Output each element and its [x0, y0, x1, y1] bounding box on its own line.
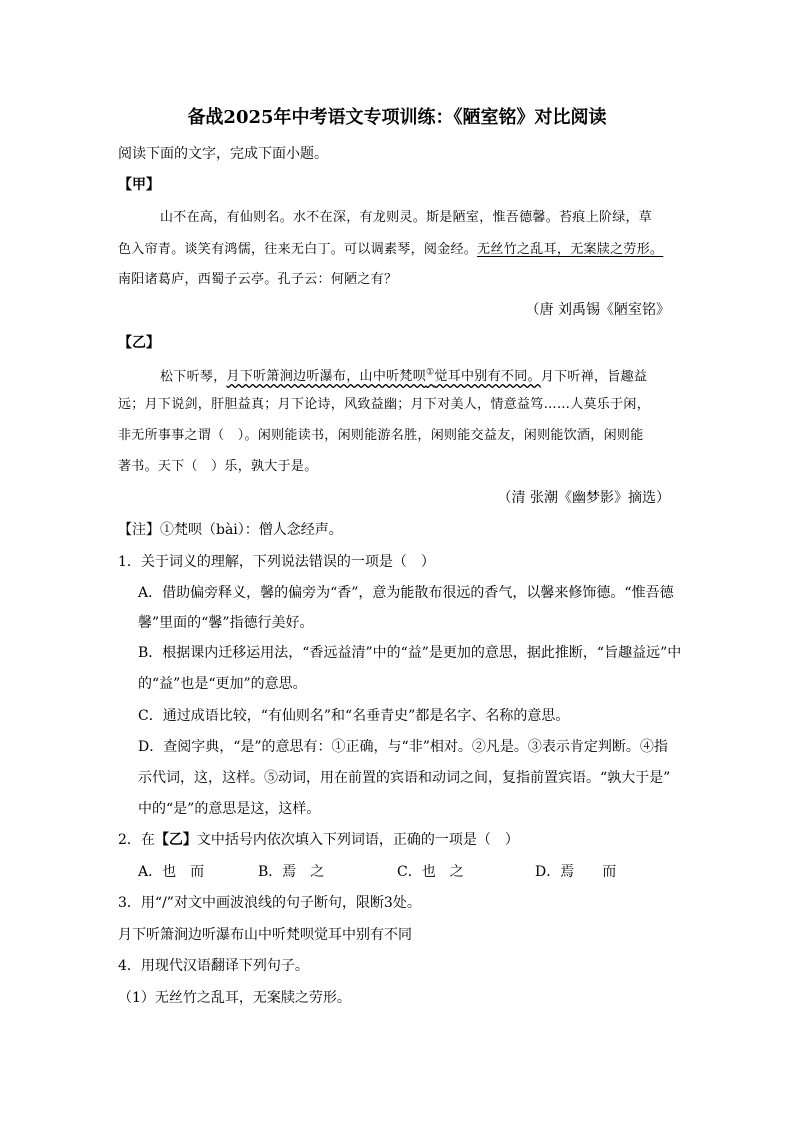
q1-option-b-line-2: 的“益”也是“更加”的意思。: [138, 676, 307, 692]
yi-source: （清 张潮《幽梦影》摘选）: [497, 490, 670, 506]
yi-line-1-end: 月下听禅，旨趣益: [540, 369, 648, 385]
q1-option-b-line-1: B．根据课内迁移运用法，“香远益清”中的“益”是更加的意思，据此推断，“旨趣益远”中: [138, 645, 682, 661]
q2-stem: [118, 830, 519, 850]
q4-item-1: （1）无丝竹之乱耳，无案牍之劳形。: [118, 990, 351, 1006]
section-yi-tag: 【乙】: [118, 335, 160, 351]
footnote-marker: ①: [426, 368, 435, 378]
yi-line-1: [160, 363, 647, 387]
yi-wavy-sentence: [227, 369, 541, 384]
q1-option-d-line-2: 示代词，这，这样。⑤动词，用在前置的宾语和动词之间，复指前置宾语。“孰大于是”: [138, 770, 671, 786]
q1-option-d-line-1: D．查阅字典，“是”的意思有：①正确，与“非”相对。②凡是。③表示肯定判断。④指: [138, 739, 668, 755]
q2-option-b: B．焉 之: [258, 864, 325, 880]
jia-line-1: 山不在高，有仙则名。水不在深，有龙则灵。斯是陋室，惟吾德馨。苔痕上阶绿，草: [160, 210, 653, 225]
yi-wavy-part-2: 觉耳中别有不同。: [434, 369, 541, 385]
jia-line-2-plain: 色入帘青。谈笑有鸿儒，往来无白丁。可以调素琴，阅金经。: [118, 242, 478, 257]
yi-line-3: 非无所事事之谓（ ）。闲则能读书，闲则能游名胜，闲则能交益友，闲则能饮酒，闲则能: [118, 428, 644, 443]
q1-stem: 1．关于词义的理解，下列说法错误的一项是（ ）: [118, 554, 435, 570]
q2-stem-pre: 2．在: [118, 832, 155, 848]
jia-underlined-sentence: 无丝竹之乱耳，无案牍之劳形。: [477, 242, 664, 257]
q3-stem: 3．用“/”对文中画波浪线的句子断句，限断3处。: [118, 895, 421, 911]
jia-line-2: [118, 240, 663, 260]
q1-option-a-line-1: A．借助偏旁释义，馨的偏旁为“香”，意为能散布很远的香气，以馨来修饰德。“惟吾德: [138, 585, 674, 601]
jia-line-3: 南阳诸葛庐，西蜀子云亭。孔子云：何陋之有？: [118, 272, 398, 287]
yi-line-2: 远；月下说剑，肝胆益真；月下论诗，风致益幽；月下对美人，情意益笃……人莫乐于闲，: [118, 397, 651, 412]
q2-option-c: C．也 之: [397, 864, 464, 880]
q2-option-d: D．焉 而: [535, 864, 617, 880]
q1-option-c: C．通过成语比较，“有仙则名”和“名垂青史”都是名字、名称的意思。: [138, 708, 570, 724]
q1-option-a-line-2: 馨”里面的“馨”指德行美好。: [138, 615, 314, 631]
yi-wavy-part-1: 月下听箫涧边听瀑布，山中听梵呗: [226, 369, 427, 385]
q2-stem-post: 文中括号内依次填入下列词语，正确的一项是（ ）: [196, 832, 519, 848]
yi-line-1-start: 松下听琴，: [160, 369, 227, 385]
q4-stem: 4．用现代汉语翻译下列句子。: [118, 958, 309, 974]
yi-line-4: 著书。天下（ ）乐，孰大于是。: [118, 459, 318, 474]
note: 【注】①梵呗（bài）：僧人念经声。: [118, 522, 343, 538]
q2-stem-tag: 【乙】: [154, 832, 197, 848]
q3-sentence: 月下听箫涧边听瀑布山中听梵呗觉耳中别有不同: [118, 927, 412, 943]
q1-option-d-line-3: 中的“是”的意思是这，这样。: [138, 801, 321, 817]
section-jia-tag: 【甲】: [118, 177, 160, 193]
instruction: 阅读下面的文字，完成下面小题。: [118, 146, 328, 162]
page-title: 备战2025年中考语文专项训练：《陋室铭》对比阅读: [187, 107, 607, 128]
q2-option-a: A．也 而: [138, 864, 205, 880]
jia-source: （唐 刘禹锡《陋室铭》: [525, 302, 670, 318]
